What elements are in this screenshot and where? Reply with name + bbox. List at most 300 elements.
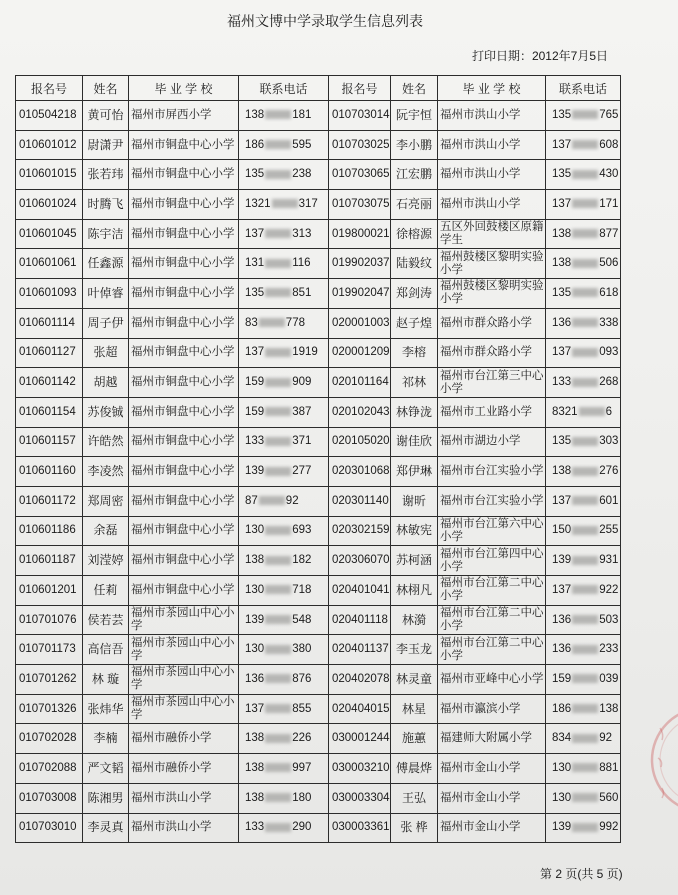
graduated-school: 福州市洪山小学	[438, 160, 546, 190]
phone-number	[239, 219, 329, 249]
phone-number	[239, 516, 329, 546]
student-name: 陆毅纹	[391, 249, 438, 279]
student-name: 张 桦	[391, 813, 438, 843]
registration-number: 020001209	[329, 338, 391, 368]
registration-number: 010703014	[329, 101, 391, 131]
student-name: 郑伊琳	[391, 457, 438, 487]
table-row	[16, 724, 621, 754]
registration-number: 010601024	[16, 190, 83, 220]
graduated-school: 福州市铜盘中心小学	[129, 546, 239, 576]
student-name: 阮宇恒	[391, 101, 438, 131]
student-name: 余磊	[83, 516, 129, 546]
phone-visible-suffix: 608	[599, 138, 619, 151]
phone-visible-prefix: 135	[552, 168, 572, 181]
phone-number	[546, 754, 621, 784]
phone-visible-prefix: 139	[245, 613, 265, 626]
page-number: 第 2 页(共 5 页)	[540, 867, 623, 881]
column-header-phone: 联系电话	[546, 76, 621, 101]
registration-number: 019902037	[329, 249, 391, 279]
registration-number: 010601154	[16, 397, 83, 427]
table-row	[16, 219, 621, 249]
redacted-digits	[572, 674, 598, 683]
graduated-school: 五区外回鼓楼区原籍学生	[438, 219, 546, 249]
registration-number: 010703010	[16, 813, 83, 843]
phone-visible-suffix: 276	[599, 465, 619, 478]
registration-number: 019902047	[329, 279, 391, 309]
registration-number: 010703025	[329, 130, 391, 160]
phone-number	[239, 724, 329, 754]
phone-visible-prefix: 130	[552, 791, 572, 804]
phone-visible-suffix: 595	[292, 138, 312, 151]
graduated-school: 福州市铜盘中心小学	[129, 516, 239, 546]
redacted-digits	[572, 585, 598, 594]
student-name: 祁林	[391, 368, 438, 398]
registration-number: 010601172	[16, 486, 83, 516]
registration-number: 010703075	[329, 190, 391, 220]
registration-number: 010703065	[329, 160, 391, 190]
phone-visible-suffix: 931	[599, 554, 619, 567]
redacted-digits	[265, 288, 291, 297]
phone-visible-prefix: 159	[245, 405, 265, 418]
student-name: 李玉龙	[391, 635, 438, 665]
phone-visible-prefix: 136	[552, 643, 572, 656]
student-name: 时腾飞	[83, 190, 129, 220]
phone-visible-prefix: 138	[245, 761, 265, 774]
phone-visible-prefix: 135	[245, 286, 265, 299]
graduated-school: 福州市铜盘中心小学	[129, 457, 239, 487]
phone-visible-prefix: 159	[552, 672, 572, 685]
registration-number: 010701326	[16, 694, 83, 724]
phone-visible-prefix: 139	[552, 821, 572, 834]
graduated-school: 福州市金山小学	[438, 813, 546, 843]
phone-visible-suffix: 997	[292, 761, 312, 774]
phone-visible-prefix: 8321	[552, 405, 578, 418]
registration-number: 019800021	[329, 219, 391, 249]
phone-number	[546, 249, 621, 279]
table-row	[16, 783, 621, 813]
phone-number	[546, 546, 621, 576]
phone-visible-suffix: 116	[292, 257, 311, 270]
phone-visible-prefix: 136	[245, 672, 265, 685]
graduated-school: 福州市铜盘中心小学	[129, 486, 239, 516]
registration-number: 020306070	[329, 546, 391, 576]
table-row	[16, 397, 621, 427]
graduated-school: 福州市铜盘中心小学	[129, 160, 239, 190]
phone-visible-prefix: 137	[552, 494, 572, 507]
phone-visible-prefix: 136	[552, 316, 572, 329]
graduated-school: 福州市铜盘中心小学	[129, 308, 239, 338]
student-name: 李榕	[391, 338, 438, 368]
registration-number: 020101164	[329, 368, 391, 398]
graduated-school: 福州市台江第三中心小学	[438, 368, 546, 398]
phone-visible-prefix: 83	[245, 316, 258, 329]
registration-number: 020301140	[329, 486, 391, 516]
phone-visible-prefix: 137	[552, 346, 572, 359]
phone-number	[546, 368, 621, 398]
redacted-digits	[572, 467, 598, 476]
redacted-digits	[272, 199, 298, 208]
student-name: 刘滢婷	[83, 546, 129, 576]
graduated-school: 福州市瀛滨小学	[438, 694, 546, 724]
registration-number: 010702028	[16, 724, 83, 754]
print-date: 打印日期：2012年7月5日	[471, 49, 608, 63]
graduated-school: 福州市洪山小学	[438, 101, 546, 131]
graduated-school: 福州市铜盘中心小学	[129, 427, 239, 457]
redacted-digits	[265, 704, 291, 713]
phone-number	[239, 635, 329, 665]
graduated-school: 福州市台江第四中心小学	[438, 546, 546, 576]
phone-visible-suffix: 290	[292, 821, 312, 834]
table-body	[16, 101, 621, 843]
phone-number	[239, 576, 329, 606]
graduated-school: 福州市铜盘中心小学	[129, 219, 239, 249]
redacted-digits	[265, 585, 291, 594]
registration-number: 020404015	[329, 694, 391, 724]
redacted-digits	[572, 437, 598, 446]
phone-visible-prefix: 137	[245, 346, 265, 359]
registration-number: 010601187	[16, 546, 83, 576]
phone-visible-suffix: 548	[292, 613, 312, 626]
phone-visible-prefix: 138	[245, 108, 265, 121]
registration-number: 010601114	[16, 308, 83, 338]
phone-visible-suffix: 093	[599, 346, 619, 359]
table-row	[16, 130, 621, 160]
graduated-school: 福州市群众路小学	[438, 308, 546, 338]
phone-number	[546, 160, 621, 190]
redacted-digits	[259, 318, 285, 327]
student-name: 尉潇尹	[83, 130, 129, 160]
phone-number	[546, 101, 621, 131]
phone-visible-prefix: 137	[552, 197, 572, 210]
redacted-digits	[265, 378, 291, 387]
phone-visible-suffix: 430	[599, 168, 619, 181]
student-name: 任鑫源	[83, 249, 129, 279]
phone-visible-suffix: 765	[599, 108, 619, 121]
column-header-school: 毕 业 学 校	[438, 76, 546, 101]
redacted-digits	[572, 318, 598, 327]
phone-number	[546, 308, 621, 338]
phone-visible-suffix: 6	[605, 405, 612, 418]
table-row	[16, 576, 621, 606]
phone-visible-suffix: 226	[292, 732, 312, 745]
phone-visible-suffix: 313	[292, 227, 312, 240]
student-name: 傅晨烨	[391, 754, 438, 784]
table-row	[16, 101, 621, 131]
registration-number: 010601012	[16, 130, 83, 160]
table-row	[16, 635, 621, 665]
phone-visible-suffix: 039	[599, 672, 619, 685]
graduated-school: 福州市金山小学	[438, 783, 546, 813]
student-name: 李楠	[83, 724, 129, 754]
phone-visible-prefix: 138	[245, 554, 265, 567]
phone-visible-suffix: 233	[599, 643, 619, 656]
redacted-digits	[265, 645, 291, 654]
column-header-phone: 联系电话	[239, 76, 329, 101]
table-row	[16, 279, 621, 309]
table-row	[16, 665, 621, 695]
redacted-digits	[579, 407, 605, 416]
phone-visible-prefix: 150	[552, 524, 572, 537]
table-row	[16, 605, 621, 635]
phone-number	[239, 813, 329, 843]
redacted-digits	[265, 110, 291, 119]
graduated-school: 福州市台江第二中心小学	[438, 605, 546, 635]
redacted-digits	[572, 645, 598, 654]
graduated-school: 福州市台江第二中心小学	[438, 635, 546, 665]
redacted-digits	[572, 526, 598, 535]
graduated-school: 福州市洪山小学	[129, 813, 239, 843]
registration-number: 010601186	[16, 516, 83, 546]
registration-number: 020301068	[329, 457, 391, 487]
redacted-digits	[572, 615, 598, 624]
registration-number: 010703008	[16, 783, 83, 813]
phone-visible-suffix: 909	[292, 376, 312, 389]
redacted-digits	[265, 259, 291, 268]
phone-visible-suffix: 180	[292, 791, 312, 804]
document-title: 福州文博中学录取学生信息列表	[227, 14, 423, 30]
student-name: 黄可怡	[83, 101, 129, 131]
phone-number	[546, 783, 621, 813]
phone-visible-suffix: 851	[292, 286, 312, 299]
redacted-digits	[265, 348, 291, 357]
phone-visible-prefix: 133	[245, 821, 265, 834]
phone-number	[239, 397, 329, 427]
student-name: 王弘	[391, 783, 438, 813]
student-name: 苏俊铖	[83, 397, 129, 427]
redacted-digits	[572, 259, 598, 268]
phone-number	[546, 486, 621, 516]
phone-visible-suffix: 171	[599, 197, 619, 210]
phone-number	[546, 427, 621, 457]
phone-visible-suffix: 317	[298, 197, 318, 210]
phone-visible-suffix: 618	[599, 286, 619, 299]
student-name: 徐榕源	[391, 219, 438, 249]
admission-roster-table	[15, 75, 621, 843]
phone-visible-prefix: 138	[552, 465, 572, 478]
student-name: 林灵童	[391, 665, 438, 695]
table-row	[16, 516, 621, 546]
redacted-digits	[572, 378, 598, 387]
phone-visible-prefix: 138	[245, 732, 265, 745]
redacted-digits	[265, 823, 291, 832]
redacted-digits	[265, 526, 291, 535]
registration-number: 010601142	[16, 368, 83, 398]
graduated-school: 福州市茶园山中心小学	[129, 635, 239, 665]
graduated-school: 福州市洪山小学	[438, 190, 546, 220]
phone-visible-suffix: 1919	[292, 346, 318, 359]
student-name: 李小鹏	[391, 130, 438, 160]
redacted-digits	[572, 288, 598, 297]
phone-number	[546, 665, 621, 695]
phone-number	[546, 130, 621, 160]
phone-visible-suffix: 181	[292, 108, 312, 121]
table-row	[16, 160, 621, 190]
student-name: 谢佳欣	[391, 427, 438, 457]
phone-visible-suffix: 506	[599, 257, 619, 270]
seal-stamp	[646, 688, 678, 838]
redacted-digits	[572, 170, 598, 179]
graduated-school: 福州鼓楼区黎明实验小学	[438, 249, 546, 279]
redacted-digits	[265, 734, 291, 743]
student-name: 石亮丽	[391, 190, 438, 220]
phone-visible-suffix: 560	[599, 791, 619, 804]
phone-visible-prefix: 138	[552, 227, 572, 240]
column-header-name: 姓名	[391, 76, 438, 101]
registration-number: 010601160	[16, 457, 83, 487]
graduated-school: 福州市铜盘中心小学	[129, 190, 239, 220]
registration-number: 010701262	[16, 665, 83, 695]
registration-number: 020402078	[329, 665, 391, 695]
graduated-school: 福州市铜盘中心小学	[129, 249, 239, 279]
student-name: 林敏宪	[391, 516, 438, 546]
phone-visible-prefix: 137	[245, 702, 265, 715]
registration-number: 030003210	[329, 754, 391, 784]
phone-visible-prefix: 137	[245, 227, 265, 240]
redacted-digits	[572, 229, 598, 238]
student-name: 侯若芸	[83, 605, 129, 635]
redacted-digits	[259, 496, 285, 505]
student-name: 郑剑涛	[391, 279, 438, 309]
student-name: 陈湘男	[83, 783, 129, 813]
phone-number	[239, 160, 329, 190]
redacted-digits	[265, 467, 291, 476]
phone-visible-suffix: 371	[292, 435, 312, 448]
student-name: 胡越	[83, 368, 129, 398]
phone-number	[239, 486, 329, 516]
phone-visible-suffix: 922	[599, 583, 619, 596]
graduated-school: 福州市台江实验小学	[438, 486, 546, 516]
table-row	[16, 368, 621, 398]
phone-number	[239, 457, 329, 487]
phone-visible-prefix: 87	[245, 494, 258, 507]
graduated-school: 福州鼓楼区黎明实验小学	[438, 279, 546, 309]
redacted-digits	[265, 674, 291, 683]
redacted-digits	[572, 823, 598, 832]
column-header-registration-number: 报名号	[329, 76, 391, 101]
phone-visible-suffix: 380	[292, 643, 312, 656]
phone-number	[239, 546, 329, 576]
redacted-digits	[265, 140, 291, 149]
phone-visible-prefix: 131	[245, 257, 265, 270]
phone-number	[239, 665, 329, 695]
student-name: 赵子煌	[391, 308, 438, 338]
graduated-school: 福州市铜盘中心小学	[129, 368, 239, 398]
phone-visible-prefix: 1321	[245, 197, 271, 210]
phone-visible-suffix: 992	[599, 821, 619, 834]
redacted-digits	[572, 704, 598, 713]
registration-number: 010601127	[16, 338, 83, 368]
redacted-digits	[265, 229, 291, 238]
phone-number	[239, 783, 329, 813]
graduated-school: 福州市台江实验小学	[438, 457, 546, 487]
redacted-digits	[572, 140, 598, 149]
registration-number: 010601045	[16, 219, 83, 249]
student-name: 陈宇洁	[83, 219, 129, 249]
student-name: 高信吾	[83, 635, 129, 665]
redacted-digits	[572, 734, 598, 743]
graduated-school: 福州市洪山小学	[129, 783, 239, 813]
registration-number: 020401118	[329, 605, 391, 635]
phone-visible-suffix: 303	[599, 435, 619, 448]
redacted-digits	[572, 793, 598, 802]
phone-visible-suffix: 338	[599, 316, 619, 329]
phone-visible-prefix: 139	[552, 554, 572, 567]
table-row	[16, 754, 621, 784]
graduated-school: 福州市铜盘中心小学	[129, 576, 239, 606]
graduated-school: 福州市工业路小学	[438, 397, 546, 427]
student-name: 林 璇	[83, 665, 129, 695]
phone-visible-suffix: 92	[599, 732, 612, 745]
phone-visible-prefix: 133	[245, 435, 265, 448]
student-name: 苏柯涵	[391, 546, 438, 576]
phone-number	[239, 754, 329, 784]
phone-visible-prefix: 130	[552, 761, 572, 774]
registration-number: 010601093	[16, 279, 83, 309]
graduated-school: 福州市屏西小学	[129, 101, 239, 131]
phone-number	[239, 338, 329, 368]
student-name: 林栩凡	[391, 576, 438, 606]
graduated-school: 福州市茶园山中心小学	[129, 605, 239, 635]
registration-number: 020001003	[329, 308, 391, 338]
graduated-school: 福州市亚峰中心小学	[438, 665, 546, 695]
phone-visible-suffix: 268	[599, 376, 619, 389]
phone-visible-prefix: 186	[552, 702, 572, 715]
phone-number	[546, 694, 621, 724]
graduated-school: 福州市铜盘中心小学	[129, 338, 239, 368]
phone-number	[239, 279, 329, 309]
table-row	[16, 457, 621, 487]
phone-visible-prefix: 139	[245, 465, 265, 478]
redacted-digits	[572, 556, 598, 565]
registration-number: 010601061	[16, 249, 83, 279]
redacted-digits	[572, 199, 598, 208]
graduated-school: 福州市铜盘中心小学	[129, 279, 239, 309]
graduated-school: 福州市台江第六中心小学	[438, 516, 546, 546]
graduated-school: 福建师大附属小学	[438, 724, 546, 754]
redacted-digits	[265, 615, 291, 624]
redacted-digits	[572, 496, 598, 505]
phone-visible-suffix: 238	[292, 168, 312, 181]
phone-number	[546, 338, 621, 368]
phone-number	[239, 249, 329, 279]
registration-number: 010504218	[16, 101, 83, 131]
phone-number	[546, 576, 621, 606]
student-name: 施蕙	[391, 724, 438, 754]
phone-visible-suffix: 182	[292, 554, 312, 567]
table-row	[16, 249, 621, 279]
phone-number	[546, 635, 621, 665]
phone-visible-prefix: 135	[245, 168, 265, 181]
student-name: 李凌然	[83, 457, 129, 487]
phone-visible-prefix: 135	[552, 286, 572, 299]
table-row	[16, 338, 621, 368]
graduated-school: 福州市群众路小学	[438, 338, 546, 368]
redacted-digits	[265, 407, 291, 416]
graduated-school: 福州市铜盘中心小学	[129, 397, 239, 427]
graduated-school: 福州市铜盘中心小学	[129, 130, 239, 160]
phone-visible-prefix: 834	[552, 732, 572, 745]
student-name: 林铮泷	[391, 397, 438, 427]
graduated-school: 福州市湖边小学	[438, 427, 546, 457]
student-name: 林星	[391, 694, 438, 724]
phone-visible-prefix: 159	[245, 376, 265, 389]
phone-visible-prefix: 138	[552, 257, 572, 270]
phone-number	[239, 605, 329, 635]
graduated-school: 福州市金山小学	[438, 754, 546, 784]
phone-visible-prefix: 137	[552, 583, 572, 596]
registration-number: 010701076	[16, 605, 83, 635]
registration-number: 010701173	[16, 635, 83, 665]
